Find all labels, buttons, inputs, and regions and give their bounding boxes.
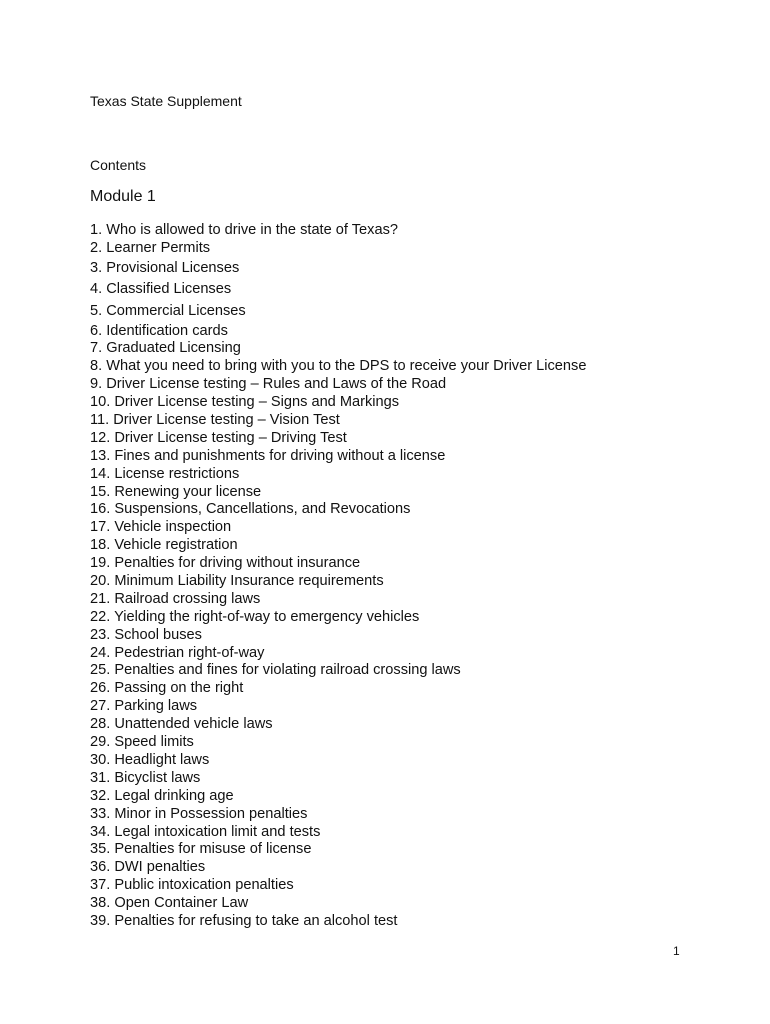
toc-item: 19. Penalties for driving without insurance	[90, 555, 361, 572]
toc-item: 2. Learner Permits	[90, 239, 211, 256]
toc-item: 22. Yielding the right-of-way to emergency vehicles	[90, 608, 420, 625]
toc-item: 29. Speed limits	[90, 734, 194, 751]
toc-item: 3. Provisional Licenses	[90, 259, 240, 276]
toc-item: 11. Driver License testing – Vision Test	[90, 412, 340, 429]
toc-item: 33. Minor in Possession penalties	[90, 805, 308, 822]
module-heading: Module 1	[90, 188, 156, 205]
toc-item: 13. Fines and punishments for driving without a license	[90, 447, 446, 464]
toc-item: 38. Open Container Law	[90, 895, 249, 912]
toc-item: 21. Railroad crossing laws	[90, 590, 261, 607]
toc-item: 10. Driver License testing – Signs and Markings	[90, 394, 400, 411]
toc-item: 12. Driver License testing – Driving Test	[90, 429, 347, 446]
toc-item: 36. DWI penalties	[90, 859, 206, 876]
document-title: Texas State Supplement	[90, 93, 242, 109]
toc-item: 5. Commercial Licenses	[90, 302, 246, 319]
table-of-contents	[90, 222, 586, 931]
toc-item: 32. Legal drinking age	[90, 787, 234, 804]
toc-item: 17. Vehicle inspection	[90, 519, 232, 536]
toc-item: 16. Suspensions, Cancellations, and Revocations	[90, 501, 411, 518]
toc-item: 35. Penalties for misuse of license	[90, 841, 312, 858]
toc-item: 26. Passing on the right	[90, 680, 244, 697]
toc-item: 34. Legal intoxication limit and tests	[90, 823, 321, 840]
toc-item: 4. Classified Licenses	[90, 281, 232, 298]
toc-item: 7. Graduated Licensing	[90, 340, 241, 357]
toc-item: 31. Bicyclist laws	[90, 769, 201, 786]
page-number: 1	[673, 944, 680, 958]
toc-item: 39. Penalties for refusing to take an alcohol test	[90, 912, 398, 929]
toc-item: 15. Renewing your license	[90, 483, 262, 500]
toc-item: 28. Unattended vehicle laws	[90, 716, 273, 733]
toc-item: 25. Penalties and fines for violating railroad crossing laws	[90, 662, 461, 679]
toc-item: 18. Vehicle registration	[90, 537, 238, 554]
toc-item: 27. Parking laws	[90, 698, 198, 715]
toc-item: 20. Minimum Liability Insurance requirements	[90, 573, 384, 590]
contents-heading: Contents	[90, 157, 147, 173]
toc-item: 6. Identification cards	[90, 322, 228, 339]
toc-item: 24. Pedestrian right-of-way	[90, 644, 265, 661]
toc-item: 30. Headlight laws	[90, 751, 210, 768]
toc-item: 8. What you need to bring with you to the DPS to receive your Driver License	[90, 358, 587, 375]
toc-item: 9. Driver License testing – Rules and Laws of the Road	[90, 376, 447, 393]
toc-item: 1. Who is allowed to drive in the state of Texas?	[90, 222, 398, 238]
toc-item: 37. Public intoxication penalties	[90, 877, 294, 894]
toc-item: 23. School buses	[90, 626, 202, 643]
toc-item: 14. License restrictions	[90, 465, 240, 482]
